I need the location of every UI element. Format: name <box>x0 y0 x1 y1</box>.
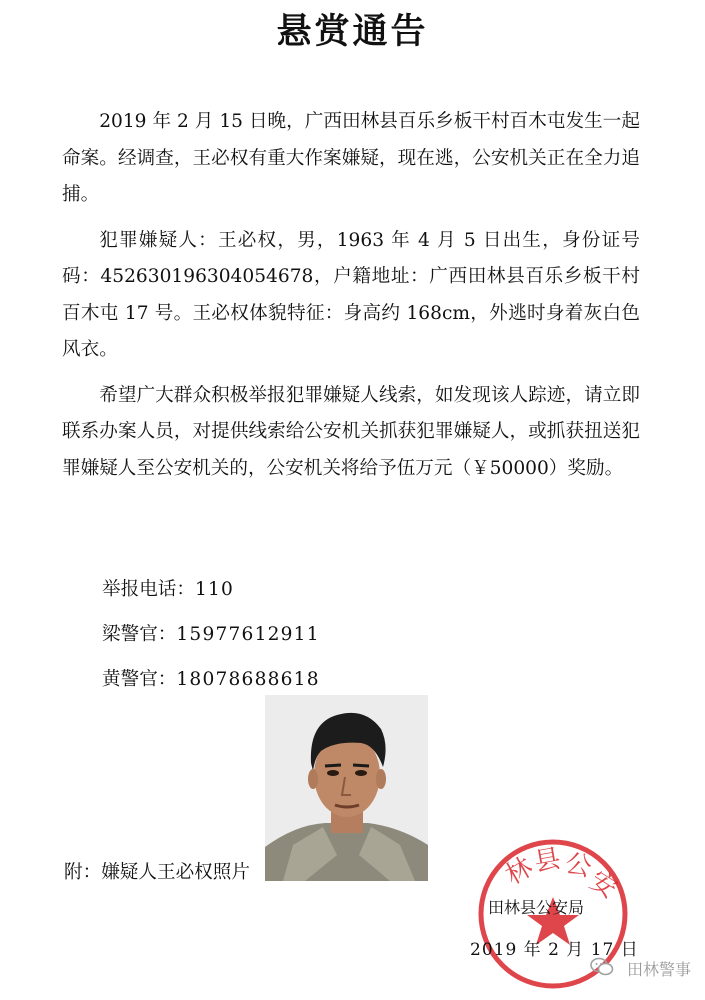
notice-body <box>62 104 640 496</box>
contact-label: 梁警官： <box>102 624 177 645</box>
paragraph-case: 2019 年 2 月 15 日晚，广西田林县百乐乡板干村百木屯发生一起命案。经调查，王必权有重大作案嫌疑，现在逃，公安机关正在全力追捕。 <box>62 111 640 205</box>
svg-text:安: 安 <box>584 865 623 905</box>
contact-hotline <box>102 572 320 617</box>
issue-date: 2019 年 2 月 17 日 <box>470 940 639 960</box>
document-title: 悬赏通告 <box>276 12 429 52</box>
contact-list <box>102 572 320 707</box>
contact-label: 举报电话： <box>102 579 195 600</box>
svg-text:公: 公 <box>562 848 595 884</box>
contact-number: 110 <box>194 579 235 600</box>
contact-number: 18078688618 <box>176 669 320 690</box>
suspect-portrait-image <box>265 695 428 881</box>
svg-text:县: 县 <box>532 843 563 878</box>
contact-number: 15977612911 <box>176 624 320 645</box>
suspect-photo <box>265 695 428 881</box>
account-watermark: 田林警事 <box>626 960 691 979</box>
wechat-icon <box>590 956 614 978</box>
paragraph-reward: 希望广大群众积极举报犯罪嫌疑人线索，如发现该人踪迹，请立即联系办案人员，对提供线索给公安机关抓获犯罪嫌疑人，或抓获扭送犯罪嫌疑人至公安机关的，公安机关将给予伍万元（￥50000）奖励。 <box>62 384 640 479</box>
photo-caption: 附：嫌疑人王必权照片 <box>64 862 250 883</box>
contact-officer-liang <box>102 617 320 662</box>
issuing-agency: 田林县公安局 <box>488 898 585 917</box>
paragraph-suspect: 犯罪嫌疑人：王必权，男，1963 年 4 月 5 日出生，身份证号码：452630196304054678，户籍地址：广西田林县百乐乡板干村百木屯 17 号。王必权体貌特征：身高约 168cm，外逃时身着灰白色风衣。 <box>62 229 640 360</box>
svg-text:林: 林 <box>500 852 539 892</box>
contact-label: 黄警官： <box>102 669 177 690</box>
